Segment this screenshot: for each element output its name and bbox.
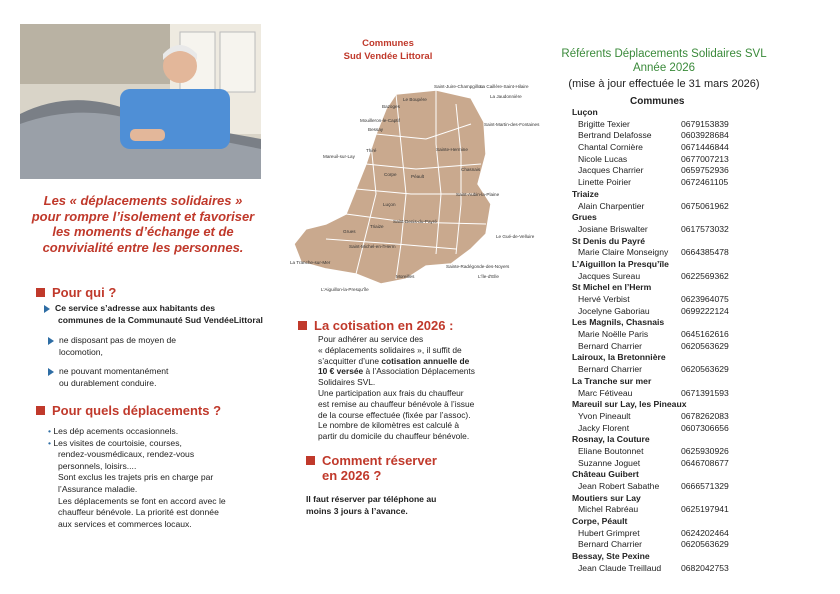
referent-name: Linette Poirier bbox=[578, 177, 632, 188]
referent-row bbox=[570, 201, 810, 213]
referent-row bbox=[570, 481, 810, 493]
map-label: Bessay bbox=[368, 127, 384, 132]
referent-name: Marie Noëlle Paris bbox=[578, 329, 649, 340]
referent-name: Jocelyne Gaboriau bbox=[578, 305, 650, 316]
map-label: Sainte-Hermine bbox=[436, 147, 468, 152]
referent-row bbox=[570, 411, 810, 423]
commune-heading: Corpe, Péault bbox=[572, 516, 628, 527]
referent-phone: 0603928684 bbox=[681, 130, 729, 141]
referent-row bbox=[570, 294, 810, 306]
deplacements-heading: Pour quels déplacements ? bbox=[36, 403, 221, 418]
referent-row bbox=[570, 563, 810, 575]
map-label: Grues bbox=[343, 229, 356, 234]
commune-heading: Mareuil sur Lay, les Pineaux bbox=[572, 399, 687, 410]
arrow-bullet-icon bbox=[48, 368, 54, 376]
referent-phone: 0620563629 bbox=[681, 340, 729, 351]
referents-directory bbox=[570, 107, 810, 575]
map-label: Luçon bbox=[383, 202, 396, 207]
commune-heading: Grues bbox=[572, 212, 597, 223]
map-label: Sainte-Radégonde-des-Noyers bbox=[446, 264, 510, 269]
communes-map bbox=[286, 84, 540, 302]
referent-name: Eliane Boutonnet bbox=[578, 445, 644, 456]
referent-phone: 0620563629 bbox=[681, 539, 729, 550]
referent-name: Bernard Charrier bbox=[578, 340, 642, 351]
map-label: Triaize bbox=[370, 224, 384, 229]
commune-heading: St Denis du Payré bbox=[572, 235, 646, 246]
pour-qui-intro: Ce service s’adresse aux habitants des communes de la Communauté Sud VendéeLittoral bbox=[44, 303, 274, 326]
referent-row bbox=[570, 130, 810, 142]
referent-phone: 0659752936 bbox=[681, 165, 729, 176]
commune-heading: Bessay, Ste Pexine bbox=[572, 551, 650, 562]
map-label: Moreilles bbox=[396, 274, 415, 279]
referent-row bbox=[570, 423, 810, 435]
reserver-text: Il faut réserver par téléphone au moins 3 jours à l’avance. bbox=[306, 494, 437, 516]
referent-phone: 0671391593 bbox=[681, 387, 729, 398]
referent-phone: 0625197941 bbox=[681, 504, 729, 515]
map-label: La Tranche-sur-Mer bbox=[290, 260, 331, 265]
map-label: Corpe bbox=[384, 172, 397, 177]
referent-row bbox=[570, 504, 810, 516]
referent-row bbox=[570, 341, 810, 353]
commune-heading: L’Aiguillon la Presqu’île bbox=[572, 258, 669, 269]
referent-phone: 0664385478 bbox=[681, 247, 729, 258]
commune-heading: Luçon bbox=[572, 107, 598, 117]
commune-heading: Lairoux, la Bretonnière bbox=[572, 352, 666, 363]
referent-row bbox=[570, 539, 810, 551]
referent-name: Bernard Charrier bbox=[578, 364, 642, 375]
referent-name: Josiane Briswalter bbox=[578, 223, 648, 234]
commune-heading: Château Guibert bbox=[572, 469, 639, 480]
referent-name: Jean Robert Sabathe bbox=[578, 481, 660, 491]
red-square-bullet-icon bbox=[306, 456, 315, 465]
referent-phone: 0682042753 bbox=[681, 562, 729, 573]
referent-phone: 0675061962 bbox=[681, 200, 729, 211]
referent-phone: 0646708677 bbox=[681, 457, 729, 468]
referent-name: Yvon Pineault bbox=[578, 410, 631, 421]
referent-name: Hubert Grimpret bbox=[578, 527, 640, 538]
map-label: Le Boupère bbox=[403, 97, 427, 102]
map-label: La Caillère-Saint-Hilaire bbox=[480, 84, 529, 89]
map-label: Chasnais bbox=[461, 167, 481, 172]
map-label: Saint-Aubin-la-Plaine bbox=[456, 192, 500, 197]
commune-heading: Moutiers sur Lay bbox=[572, 492, 641, 503]
map-label: Saint-Michel-en-l'Herm bbox=[349, 244, 396, 249]
referent-row bbox=[570, 247, 810, 259]
referent-name: Marie Claire Monseigny bbox=[578, 247, 669, 258]
referent-name: Jacques Sureau bbox=[578, 270, 641, 281]
arrow-bullet-icon bbox=[48, 337, 54, 345]
referent-phone: 0679153839 bbox=[681, 118, 729, 129]
referent-name: Bernard Charrier bbox=[578, 539, 642, 550]
referent-row bbox=[570, 154, 810, 166]
referent-row bbox=[570, 177, 810, 189]
referent-row bbox=[570, 528, 810, 540]
pour-qui-item-2: ne pouvant momentanément ou durablement conduire. bbox=[48, 366, 248, 389]
map-label: Le Gué-de-Velluire bbox=[496, 234, 535, 239]
referent-phone: 0623964075 bbox=[681, 294, 729, 304]
referent-row bbox=[570, 364, 810, 376]
referent-name: Suzanne Joguet bbox=[578, 457, 641, 468]
commune-heading: La Tranche sur mer bbox=[572, 375, 652, 386]
referent-name: Hervé Verbist bbox=[578, 294, 630, 304]
referent-row bbox=[570, 388, 810, 400]
map-label: L'Aiguillon-la-Presqu'île bbox=[321, 287, 369, 292]
referent-row bbox=[570, 271, 810, 283]
cotisation-text: Pour adhérer au service des « déplacements solidaires », il suffit de s’acquitter d’une cotisation annuelle de 10 € versée à l’Association Déplacements Solidaires SVL. Une participation aux frais du chauffeur est remise au chauffeur bénévole à l’issue de la course effectuée (fixée par l’assoc). Le nombre de kilomètres est calculé à partir du domicile du chauffeur bénévole. bbox=[318, 334, 475, 442]
referent-row bbox=[570, 224, 810, 236]
referent-row bbox=[570, 306, 810, 318]
referent-phone: 0617573032 bbox=[681, 223, 729, 234]
referent-name: Marc Fétiveau bbox=[578, 387, 633, 398]
map-label: Mareuil-sur-Lay bbox=[323, 154, 355, 159]
referent-name: Jacques Charrier bbox=[578, 165, 644, 176]
map-label: Saint-Martin-des-Fontaines bbox=[484, 122, 540, 127]
referent-row bbox=[570, 446, 810, 458]
map-title: Communes Sud Vendée Littoral bbox=[343, 38, 433, 62]
reserver-heading: Comment réserver en 2026 ? bbox=[306, 453, 437, 483]
referents-title: Référents Déplacements Solidaires SVL Année 2026 bbox=[561, 48, 767, 74]
cotisation-heading: La cotisation en 2026 : bbox=[298, 318, 453, 333]
referent-phone: 0672461105 bbox=[681, 177, 729, 188]
referent-phone: 0625930926 bbox=[681, 445, 729, 456]
referent-row bbox=[570, 142, 810, 154]
communes-heading: Communes bbox=[630, 96, 685, 107]
referent-phone: 0677007213 bbox=[681, 153, 729, 164]
commune-heading: Les Magnils, Chasnais bbox=[572, 317, 665, 328]
referent-name: Jacky Florent bbox=[578, 422, 630, 433]
referent-row bbox=[570, 329, 810, 341]
referent-name: Chantal Cornière bbox=[578, 142, 643, 153]
referent-name: Brigitte Texier bbox=[578, 118, 630, 129]
red-square-bullet-icon bbox=[298, 321, 307, 330]
referent-name: Bertrand Delafosse bbox=[578, 130, 652, 141]
map-label: La Jaudonnière bbox=[490, 94, 522, 99]
referent-phone: 0678262083 bbox=[681, 410, 729, 421]
map-label: Thiré bbox=[366, 148, 377, 153]
referent-row bbox=[570, 458, 810, 470]
commune-heading: Rosnay, la Couture bbox=[572, 434, 650, 445]
red-square-bullet-icon bbox=[36, 288, 45, 297]
pour-qui-heading: Pour qui ? bbox=[36, 285, 116, 300]
referent-name: Michel Rabréau bbox=[578, 504, 639, 515]
referent-phone: 0666571329 bbox=[681, 481, 729, 491]
deplacements-text: • Les dép acements occasionnels. • Les visites de courtoisie, courses, rendez-vousmédicaux, rendez-vous personnels, loisirs.... Sont exclus les trajets pris en charge par l’Assurance maladie. Les déplacements se font en accord avec le chauffeur bénévole. La priorité est donnée aux services et commerces locaux. bbox=[48, 426, 226, 529]
map-label: L'Île-d'Elle bbox=[478, 274, 499, 279]
referent-phone: 0622569362 bbox=[681, 270, 729, 281]
referent-phone: 0607306656 bbox=[681, 422, 729, 433]
referent-phone: 0620563629 bbox=[681, 364, 729, 375]
referent-phone: 0645162616 bbox=[681, 329, 729, 340]
referent-row bbox=[570, 165, 810, 177]
map-label: Péault bbox=[411, 174, 425, 179]
volunteer-driver-photo bbox=[20, 24, 261, 179]
map-label: Saint-Juire-Champgillon bbox=[434, 84, 484, 89]
commune-heading: St Michel en l’Herm bbox=[572, 282, 652, 293]
map-label: Bazoges bbox=[382, 104, 400, 109]
referent-name: Nicole Lucas bbox=[578, 153, 628, 164]
referent-phone: 0624202464 bbox=[681, 527, 729, 538]
red-square-bullet-icon bbox=[36, 406, 45, 415]
map-label: Saint-Denis-du-Payré bbox=[393, 219, 437, 224]
tagline: Les « déplacements solidaires » pour rompre l’isolement et favoriser les moments d’échange et de convivialité entre les personnes. bbox=[31, 193, 255, 255]
referent-row bbox=[570, 119, 810, 131]
commune-heading: Triaize bbox=[572, 188, 599, 199]
arrow-bullet-icon bbox=[44, 305, 50, 313]
referent-name: Jean Claude Treillaud bbox=[578, 562, 662, 573]
map-label: Mouilleron-le-Captif bbox=[360, 118, 400, 123]
referent-name: Alain Charpentier bbox=[578, 200, 645, 211]
pour-qui-item-1: ne disposant pas de moyen de locomotion, bbox=[48, 335, 248, 358]
referent-phone: 0671446844 bbox=[681, 142, 729, 153]
update-date: (mise à jour effectuée le 31 mars 2026) bbox=[568, 78, 760, 90]
referent-phone: 0699222124 bbox=[681, 305, 729, 316]
